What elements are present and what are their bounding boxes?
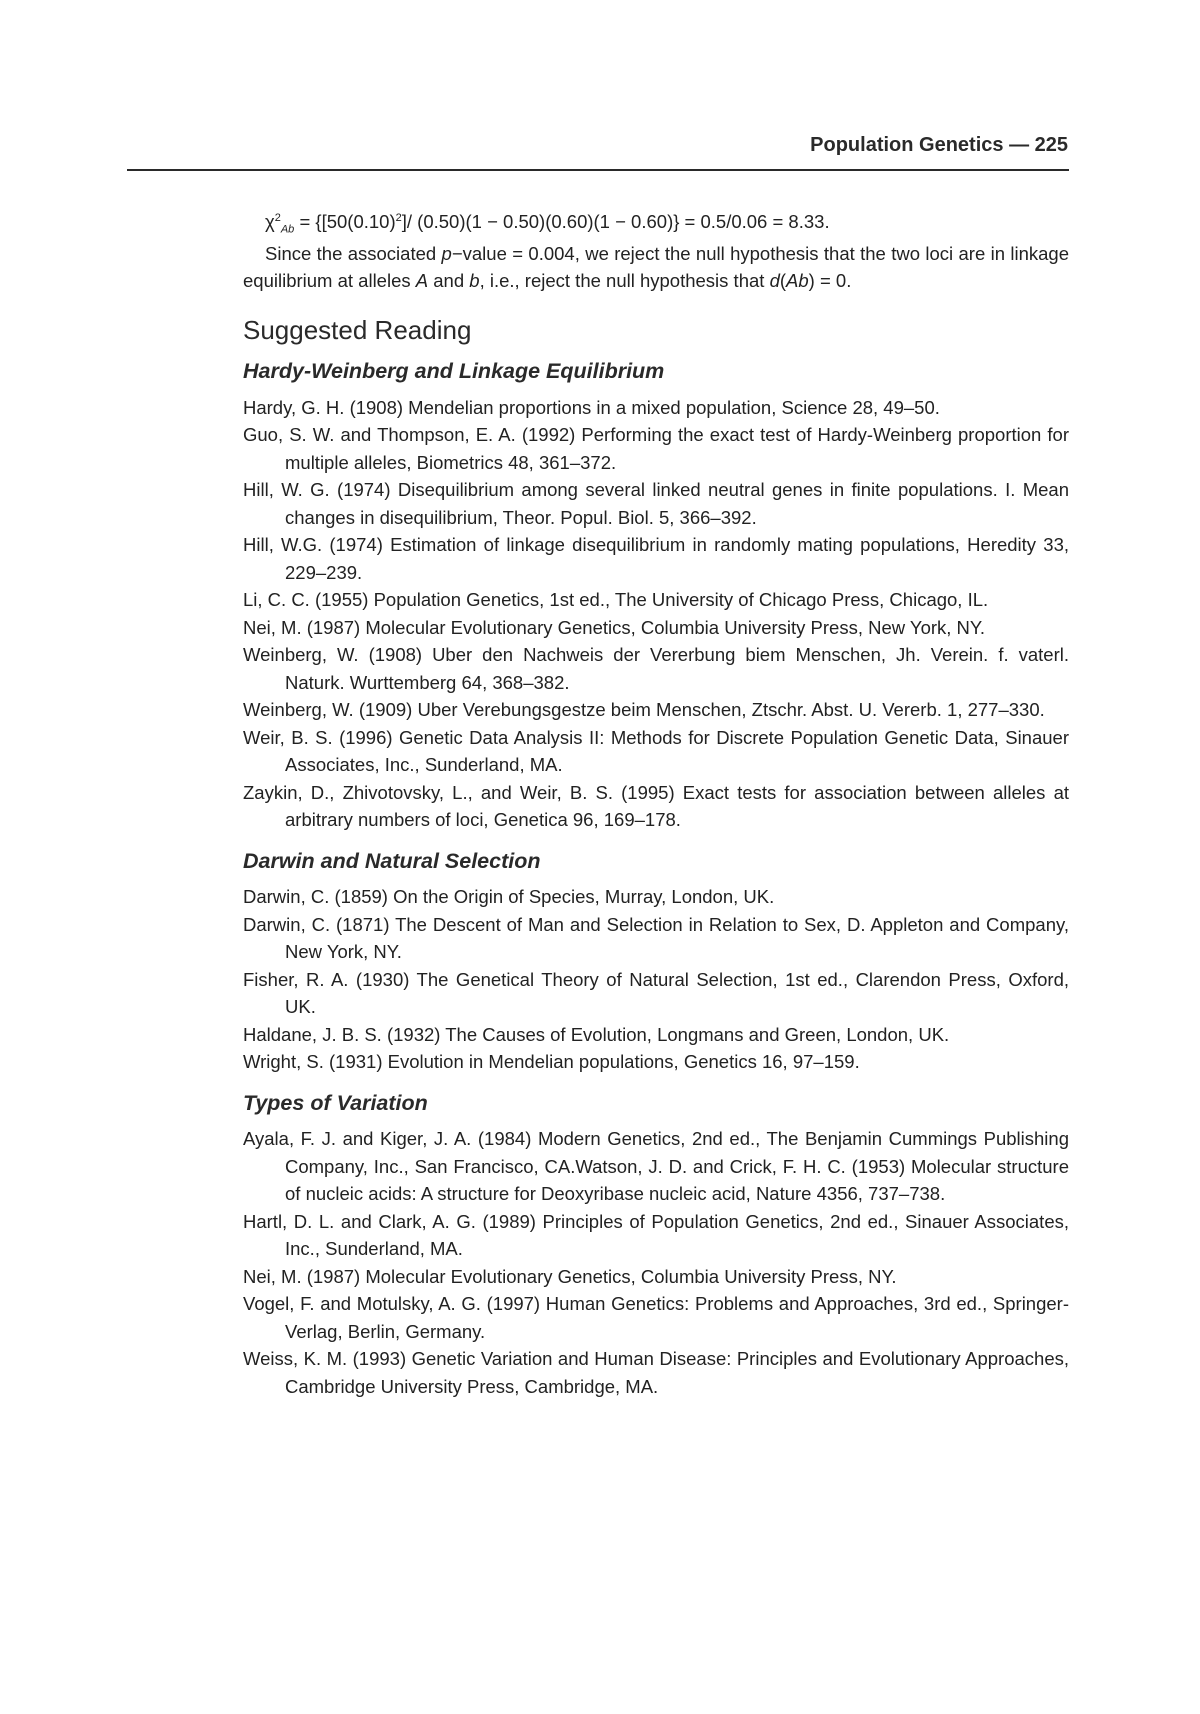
reference-item: Ayala, F. J. and Kiger, J. A. (1984) Modern Genetics, 2nd ed., The Benjamin Cummings Publishing Company, Inc., San Francisco, CA.Watson, J. D. and Crick, F. H. C. (1953) Molecular structure of nucleic acids: A structure for Deoxyribase nucleic acid, Nature 4356, 737–738.: [243, 1128, 1069, 1204]
p-variable: p: [441, 242, 452, 264]
reference-item: Weinberg, W. (1909) Uber Verebungsgestze beim Menschen, Ztschr. Abst. U. Vererb. 1, 277–330.: [243, 699, 1045, 720]
reading-section-darwin: [243, 848, 1069, 1076]
reference-item: Hardy, G. H. (1908) Mendelian proportions in a mixed population, Science 28, 49–50.: [243, 396, 940, 418]
reference-item: Vogel, F. and Motulsky, A. G. (1997) Human Genetics: Problems and Approaches, 3rd ed., Springer-Verlag, Berlin, Germany.: [243, 1293, 1069, 1342]
reference-item: Hill, W.G. (1974) Estimation of linkage disequilibrium in randomly mating populations, Heredity 33, 229–239.: [243, 534, 1069, 583]
formula-part-b: ]/ (0.50)(1 − 0.50)(0.60)(1 − 0.60)} = 0.5/0.06 = 8.33.: [401, 211, 830, 232]
reference-item: Weir, B. S. (1996) Genetic Data Analysis II: Methods for Discrete Population Genetic Data, Sinauer Associates, Inc., Sunderland, MA.: [243, 726, 1069, 775]
chi-superscript: 2: [274, 211, 281, 224]
reference-item: Zaykin, D., Zhivotovsky, L., and Weir, B. S. (1995) Exact tests for association between alleles at arbitrary numbers of loci, Genetica 96, 169–178.: [243, 781, 1069, 830]
reference-item: Darwin, C. (1859) On the Origin of Species, Murray, London, UK.: [243, 886, 775, 907]
allele-a-variable: A: [415, 270, 429, 291]
suggested-reading-heading: Suggested Reading: [243, 314, 472, 345]
reference-item: Weiss, K. M. (1993) Genetic Variation and Human Disease: Principles and Evolutionary Approaches, Cambridge University Press, Cambridge, MA.: [243, 1348, 1069, 1397]
reference-list: [243, 394, 1069, 834]
d-variable: d: [769, 270, 780, 291]
running-head: Population Genetics — 225: [810, 134, 1068, 156]
reading-section-variation: [243, 1090, 1069, 1401]
reference-list: [243, 883, 1069, 1076]
reference-item: Hartl, D. L. and Clark, A. G. (1989) Principles of Population Genetics, 2nd ed., Sinauer Associates, Inc., Sunderland, MA.: [243, 1210, 1069, 1259]
header-rule: [127, 169, 1069, 171]
section-heading: Hardy-Weinberg and Linkage Equilibrium: [243, 359, 665, 383]
chi-subscript: Ab: [280, 223, 295, 236]
reference-item: Haldane, J. B. S. (1932) The Causes of Evolution, Longmans and Green, London, UK.: [243, 1023, 950, 1045]
reference-list: [243, 1125, 1069, 1400]
conclusion-paragraph: Since the associated p−value = 0.004, we reject the null hypothesis that the two loci are in linkage equilibrium at alleles A and b, i.e., reject the null hypothesis that d(Ab) = 0.: [243, 242, 1069, 291]
chi-square-formula: [243, 208, 1069, 236]
reference-item: Guo, S. W. and Thompson, E. A. (1992) Performing the exact test of Hardy-Weinberg proportion for multiple alleles, Biometrics 48, 361–372.: [243, 424, 1069, 473]
reference-item: Li, C. C. (1955) Population Genetics, 1st ed., The University of Chicago Press, Chicago, IL.: [243, 589, 989, 610]
reference-item: Weinberg, W. (1908) Uber den Nachweis der Vererbung biem Menschen, Jh. Verein. f. vaterl. Naturk. Wurttemberg 64, 368–382.: [243, 644, 1069, 693]
ab-variable: Ab: [786, 270, 809, 291]
page-body: [243, 208, 1069, 1404]
reference-item: Wright, S. (1931) Evolution in Mendelian populations, Genetics 16, 97–159.: [243, 1051, 860, 1072]
chi-symbol: χ: [265, 211, 275, 232]
formula-part-a: = {[50(0.10): [294, 211, 396, 232]
reference-item: Nei, M. (1987) Molecular Evolutionary Genetics, Columbia University Press, NY.: [243, 1265, 897, 1287]
formula-exponent: 2: [395, 211, 402, 224]
reference-item: Nei, M. (1987) Molecular Evolutionary Genetics, Columbia University Press, New York, NY.: [243, 616, 986, 638]
reading-section-hardy-weinberg: [243, 358, 1069, 834]
allele-b-variable: b: [469, 270, 480, 291]
reference-item: Darwin, C. (1871) The Descent of Man and Selection in Relation to Sex, D. Appleton and Company, New York, NY.: [243, 913, 1069, 962]
reference-item: Fisher, R. A. (1930) The Genetical Theory of Natural Selection, 1st ed., Clarendon Press, Oxford, UK.: [243, 968, 1069, 1017]
section-heading: Types of Variation: [243, 1090, 428, 1115]
reference-item: Hill, W. G. (1974) Disequilibrium among several linked neutral genes in finite populations. I. Mean changes in disequilibrium, Theor. Popul. Biol. 5, 366–392.: [243, 479, 1069, 528]
section-heading: Darwin and Natural Selection: [243, 848, 541, 873]
